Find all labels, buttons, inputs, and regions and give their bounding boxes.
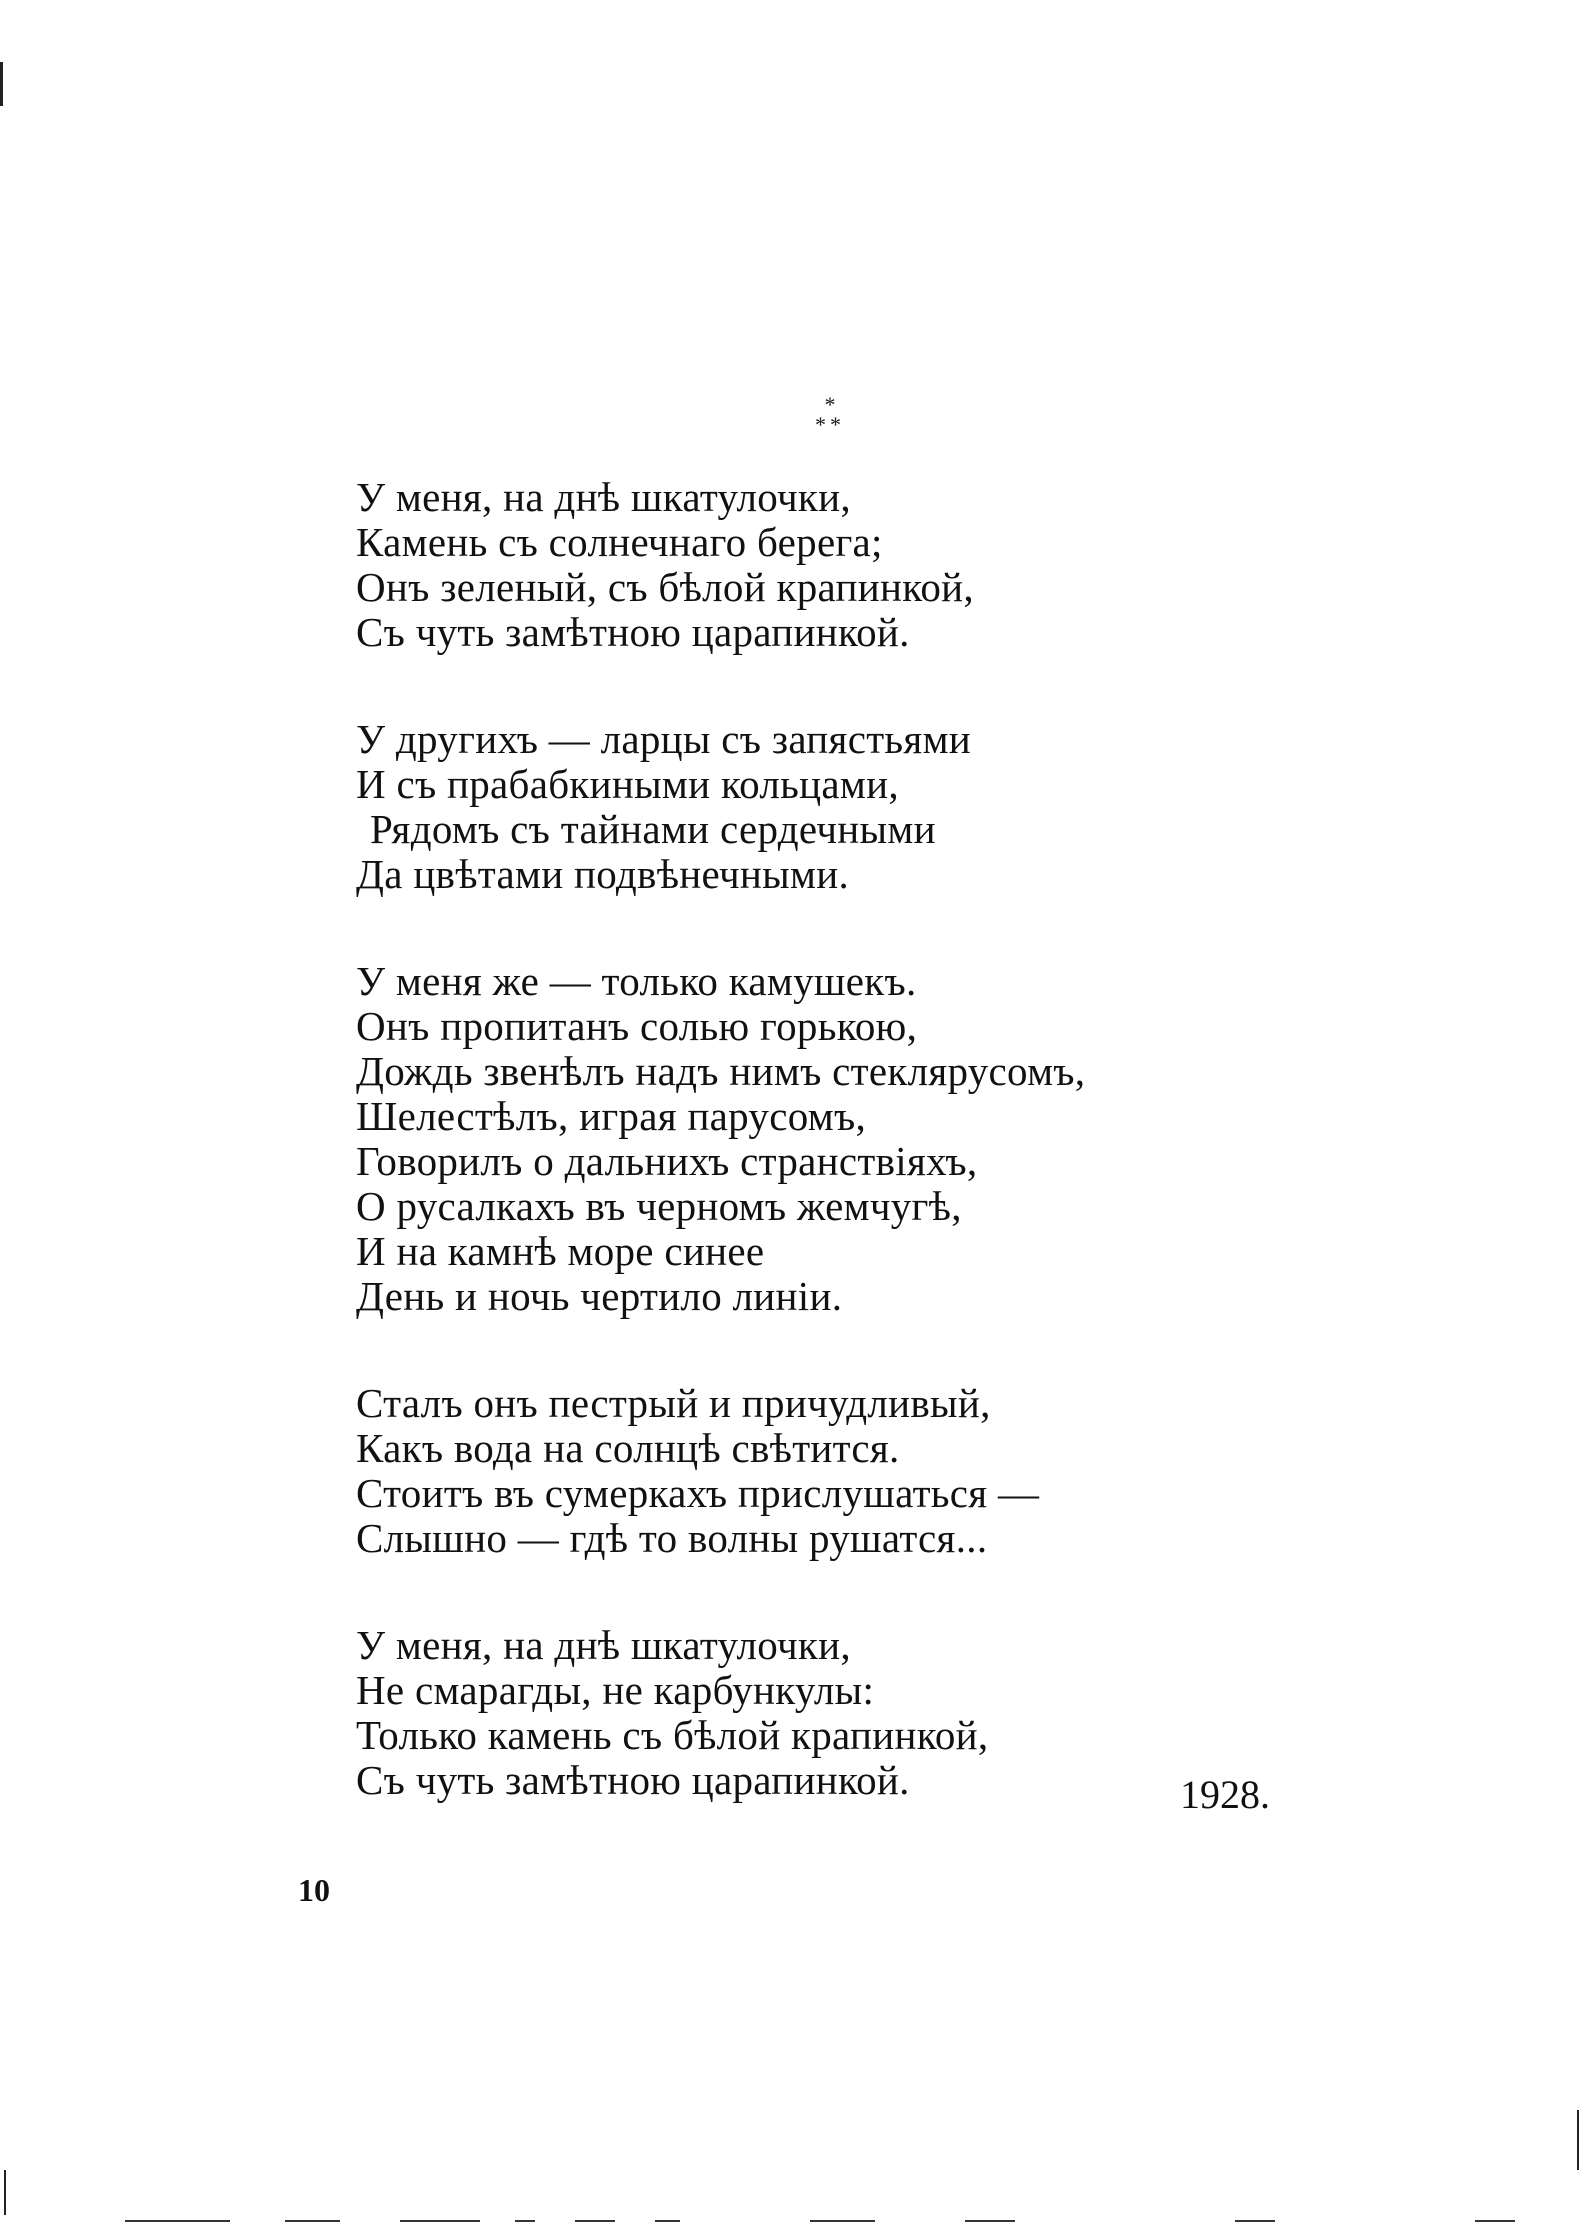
poem-date: 1928. — [1180, 1772, 1270, 1817]
poem-line: Съ чуть замѣтною царапинкой. — [356, 609, 910, 655]
poem-line: Только камень съ бѣлой крапинкой, — [356, 1712, 989, 1758]
poem-line: Онъ пропитанъ солью горькою, — [356, 1003, 918, 1049]
poem-line: Говорилъ о дальнихъ странствiяхъ, — [356, 1138, 978, 1184]
poem-line: О русалкахъ въ черномъ жемчугѣ, — [356, 1183, 962, 1229]
scan-dash-9 — [1235, 2220, 1275, 2222]
poem — [356, 475, 1356, 1865]
poem-line: Камень съ солнечнаго берега; — [356, 519, 883, 565]
poem-line: День и ночь чертило линiи. — [356, 1273, 843, 1319]
scan-mark-left-bottom — [4, 2170, 6, 2215]
poem-line: Шелестѣлъ, играя парусомъ, — [356, 1093, 867, 1139]
scan-dash-7 — [810, 2220, 875, 2222]
poem-line: И съ прабабкиными кольцами, — [356, 761, 899, 807]
scan-mark-right-edge — [1577, 2110, 1579, 2170]
scan-dash-10 — [1475, 2220, 1515, 2222]
poem-line: Дождь звенѣлъ надъ нимъ стеклярусомъ, — [356, 1048, 1086, 1094]
stanza-4 — [356, 1381, 1356, 1561]
poem-line: Стоитъ въ сумеркахъ прислушаться — — [356, 1470, 1040, 1516]
asterism-divider — [800, 392, 860, 455]
poem-line: Не смарагды, не карбункулы: — [356, 1667, 875, 1713]
scan-mark-left-top — [0, 62, 3, 106]
poem-line: Съ чуть замѣтною царапинкой. — [356, 1757, 910, 1803]
poem-line: Онъ зеленый, съ бѣлой крапинкой, — [356, 564, 974, 610]
poem-line: Да цвѣтами подвѣнечными. — [356, 851, 850, 897]
scan-dash-6 — [655, 2220, 680, 2222]
scan-dash-4 — [515, 2220, 535, 2222]
stanza-1 — [356, 475, 1356, 655]
asterism-bottom: ** — [815, 412, 845, 437]
stanza-2 — [356, 717, 1356, 897]
scan-dash-2 — [285, 2220, 340, 2222]
scan-dash-3 — [400, 2220, 480, 2222]
poem-line: У другихъ — ларцы съ запястьями — [356, 716, 972, 762]
poem-line: Какъ вода на солнцѣ свѣтится. — [356, 1425, 900, 1471]
poem-line: Рядомъ съ тайнами сердечными — [370, 806, 936, 852]
poem-line: У меня же — только камушекъ. — [356, 958, 917, 1004]
asterism-top: * — [824, 392, 836, 417]
poem-line: И на камнѣ море синее — [356, 1228, 765, 1274]
scan-dash-8 — [965, 2220, 1015, 2222]
page-number: 10 — [298, 1872, 330, 1908]
poem-line: У меня, на днѣ шкатулочки, — [356, 474, 851, 520]
poem-line: У меня, на днѣ шкатулочки, — [356, 1622, 851, 1668]
scan-dash-1 — [125, 2220, 230, 2222]
stanza-3 — [356, 959, 1356, 1319]
poem-line: Слышно — гдѣ то волны рушатся... — [356, 1515, 988, 1561]
poem-line: Сталъ онъ пестрый и причудливый, — [356, 1380, 991, 1426]
scan-dash-5 — [575, 2220, 615, 2222]
